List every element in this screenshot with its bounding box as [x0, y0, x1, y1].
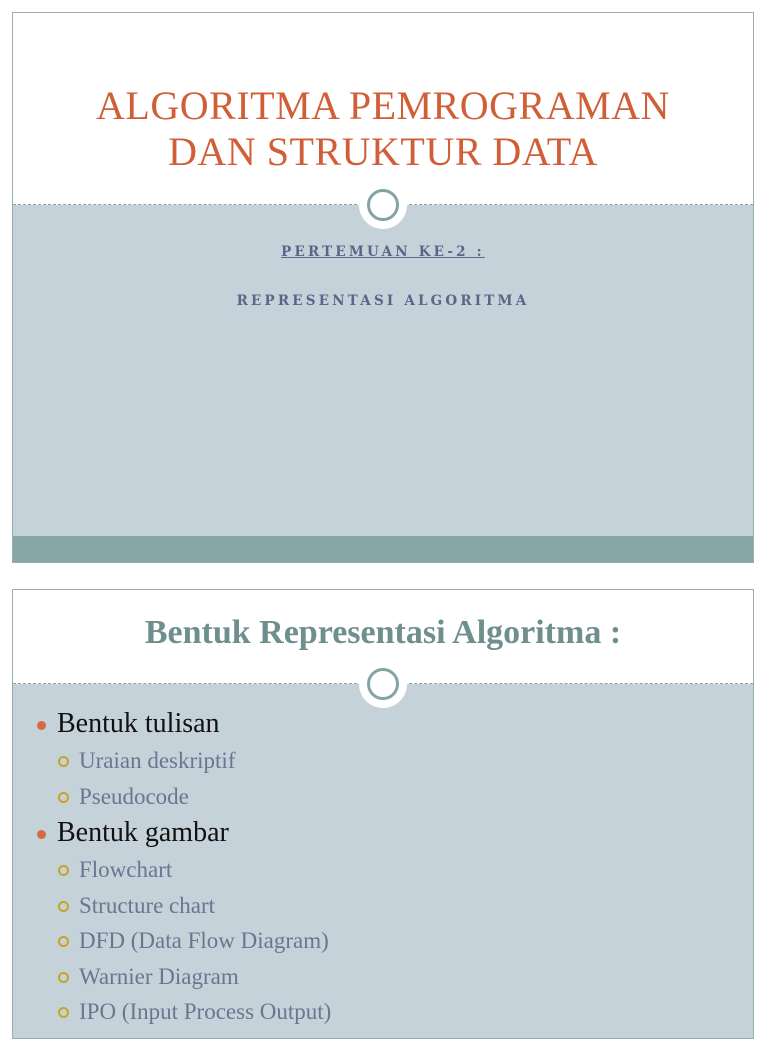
- ring-ornament-icon: [359, 660, 407, 708]
- list-subitem: Uraian deskriptif: [33, 743, 733, 779]
- slide-2: [12, 589, 754, 1039]
- title-area: [13, 13, 753, 205]
- slide-title: [13, 83, 753, 175]
- list-subitem: IPO (Input Process Output): [33, 994, 733, 1030]
- subtitle-meeting: PERTEMUAN KE-2 :: [281, 244, 485, 260]
- bullet-list: [33, 707, 733, 1030]
- slide-1: [12, 12, 754, 563]
- title-line-1: ALGORITMA PEMROGRAMAN: [96, 83, 670, 128]
- slide-title: Bentuk Representasi Algoritma :: [144, 614, 622, 651]
- footer-band: [13, 536, 753, 562]
- title-line-2: DAN STRUKTUR DATA: [168, 129, 598, 174]
- list-item-written-form: Bentuk tulisan: [33, 707, 733, 741]
- list-subitem: Structure chart: [33, 888, 733, 924]
- ring-ornament-icon: [359, 181, 407, 229]
- list-subitem: Pseudocode: [33, 779, 733, 815]
- list-item-picture-form: Bentuk gambar: [33, 816, 733, 850]
- subtitle-topic: REPRESENTASI ALGORITMA: [236, 293, 530, 309]
- list-subitem: DFD (Data Flow Diagram): [33, 923, 733, 959]
- list-subitem: Warnier Diagram: [33, 959, 733, 995]
- list-subitem: Flowchart: [33, 852, 733, 888]
